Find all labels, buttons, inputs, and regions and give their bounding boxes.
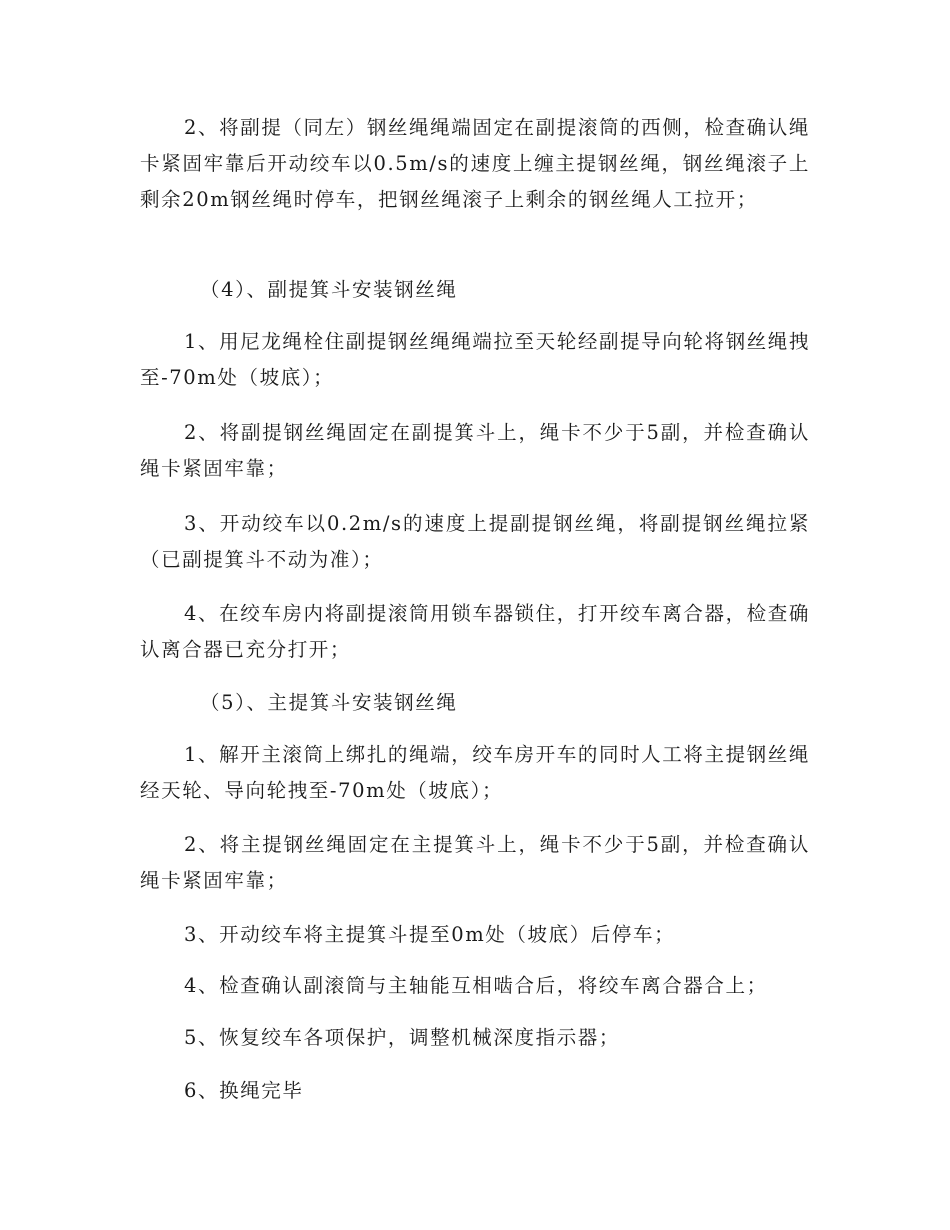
section-heading-4: （4）、副提箕斗安装钢丝绳 bbox=[200, 278, 458, 301]
paragraph-step-2-main-skip: 2、将主提钢丝绳固定在主提箕斗上，绳卡不少于5副，并检查确认绳卡紧固牢靠； bbox=[140, 833, 810, 892]
paragraph-step-2-aux-skip: 2、将副提钢丝绳固定在副提箕斗上，绳卡不少于5副，并检查确认绳卡紧固牢靠； bbox=[140, 421, 810, 480]
paragraph-step-5-restore: 5、恢复绞车各项保护，调整机械深度指示器； bbox=[184, 1026, 621, 1049]
paragraph-step-4-clutch: 4、检查确认副滚筒与主轴能互相啮合后，将绞车离合器合上； bbox=[184, 974, 768, 997]
paragraph-step-4-lock-drum: 4、在绞车房内将副提滚筒用锁车器锁住，打开绞车离合器，检查确认离合器已充分打开； bbox=[140, 602, 810, 661]
paragraph-step-1-main-drum: 1、解开主滚筒上绑扎的绳端，绞车房开车的同时人工将主提钢丝绳经天轮、导向轮拽至-70m处（坡底）； bbox=[140, 743, 810, 802]
section-heading-5: （5）、主提箕斗安装钢丝绳 bbox=[200, 691, 458, 714]
paragraph-step-3-winch-lift: 3、开动绞车以0.2m/s的速度上提副提钢丝绳，将副提钢丝绳拉紧（已副提箕斗不动为准）； bbox=[140, 512, 810, 571]
paragraph-step-3-lift-skip: 3、开动绞车将主提箕斗提至0m处（坡底）后停车； bbox=[184, 923, 676, 946]
paragraph-step-1-nylon-rope: 1、用尼龙绳栓住副提钢丝绳绳端拉至天轮经副提导向轮将钢丝绳拽至-70m处（坡底）； bbox=[140, 330, 810, 389]
paragraph-step-2-fix-rope: 2、将副提（同左）钢丝绳绳端固定在副提滚筒的西侧，检查确认绳卡紧固牢靠后开动绞车以0.5m/s的速度上缠主提钢丝绳，钢丝绳滚子上剩余20m钢丝绳时停车，把钢丝绳滚子上剩余的钢丝绳人工拉开； bbox=[140, 116, 810, 211]
paragraph-step-6-complete: 6、换绳完毕 bbox=[184, 1079, 304, 1102]
